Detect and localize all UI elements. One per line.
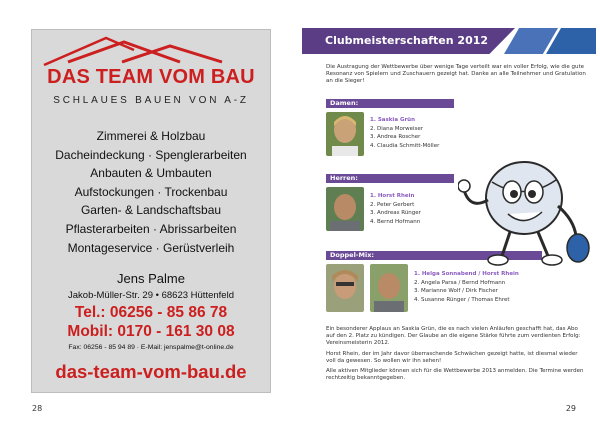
service-item: Montageservice · Gerüstverleih: [67, 240, 235, 255]
list-item: 4. Susanne Rünger / Thomas Ehret: [414, 296, 510, 303]
page-number-left: 28: [32, 404, 43, 413]
tagline: SCHLAUES BAUEN VON A-Z: [53, 95, 249, 106]
list-item: 3. Andrea Roscher: [370, 134, 421, 140]
section-label-damen: Damen:: [330, 99, 359, 107]
service-item: Garten- & Landschaftsbau: [80, 203, 222, 218]
page-title: Clubmeisterschaften 2012: [325, 34, 489, 47]
contact-mobil: Mobil: 0170 - 161 30 08: [67, 323, 235, 340]
intro-text: Die Austragung der Wettbewerbe über wenige Tage verteilt war ein voller Erfolg, wie die gute Resonanz von Spielern und Zuschauern gezeigt hat. Danke an alle Teilnehmer und Gratulation an die Sieger!: [326, 64, 586, 84]
photo-horst-doppel: [370, 264, 408, 312]
contact-fax-email: Fax: 06256 - 85 94 89 · E-Mail: jenspalme@t-online.de: [68, 344, 234, 351]
list-herren: [370, 192, 421, 226]
photo-saskia: [326, 112, 364, 156]
contact-address: Jakob-Müller-Str. 29 • 68623 Hüttenfeld: [68, 290, 234, 301]
services-list: [32, 127, 270, 257]
service-item: Zimmerei & Holzbau: [96, 129, 206, 143]
service-item: Aufstockungen · Trockenbau: [74, 184, 228, 199]
page-number-right: 29: [565, 404, 576, 413]
contact-block: [32, 270, 270, 355]
photo-helga: [326, 264, 364, 312]
contact-tel: Tel.: 06256 - 85 86 78: [74, 304, 228, 321]
advertisement: [31, 29, 271, 393]
footer-text: [326, 326, 588, 386]
service-item: Anbauten & Umbauten: [90, 166, 212, 181]
service-item: Pflasterarbeiten · Abrissarbeiten: [65, 221, 237, 236]
winner-damen: 1. Saskia Grün: [370, 117, 416, 123]
footer-paragraph: Alle aktiven Mitglieder können sich für die Wettbewerbe 2013 anmelden. Die Termine werden rechtzeitig bekanntgegeben.: [326, 368, 584, 381]
list-item: 3. Marianne Wolf / Dirk Fischer: [414, 288, 498, 294]
website-link[interactable]: das-team-vom-bau.de: [55, 361, 247, 382]
section-label-doppel-mix: Doppel-Mix:: [330, 251, 374, 259]
list-doppel-mix: [414, 270, 519, 304]
list-item: 2. Peter Gerbert: [370, 201, 415, 208]
list-item: 4. Bernd Hofmann: [370, 218, 421, 225]
list-item: 2. Angela Parsa / Bernd Hofmann: [414, 279, 506, 286]
footer-paragraph: Ein besonderer Applaus an Saskia Grün, die es nach vielen Anläufen geschafft hat, das Abo auf den 2. Platz zu kündigen. Der Glaube an die eigene Stärke führte zum verdienten Erfolg: Vereinsmeisterin 2012.: [326, 326, 581, 346]
brand-name: DAS TEAM VOM BAU: [47, 66, 255, 88]
list-damen: [370, 116, 439, 150]
contact-name: Jens Palme: [117, 271, 185, 286]
list-item: 3. Andreas Rünger: [370, 210, 421, 216]
photo-horst: [326, 187, 364, 231]
list-item: 4. Claudia Schmitt-Möller: [370, 142, 440, 149]
service-item: Dacheindeckung · Spenglerarbeiten: [55, 147, 247, 162]
right-page: [300, 0, 600, 425]
winner-doppel-mix: 1. Helga Sonnabend / Horst Rhein: [414, 271, 519, 277]
list-item: 2. Diana Morweiser: [370, 125, 424, 132]
roof-logo: [38, 36, 264, 66]
tennis-ball-mascot-illustration: [458, 150, 592, 268]
section-label-herren: Herren:: [330, 174, 358, 182]
winner-herren: 1. Horst Rhein: [370, 193, 415, 199]
footer-paragraph: Horst Rhein, der im Jahr davor überraschende Schwächen gezeigt hatte, ist diesmal wieder voll da gewesen. So wollen wir ihn sehen!: [326, 350, 578, 364]
